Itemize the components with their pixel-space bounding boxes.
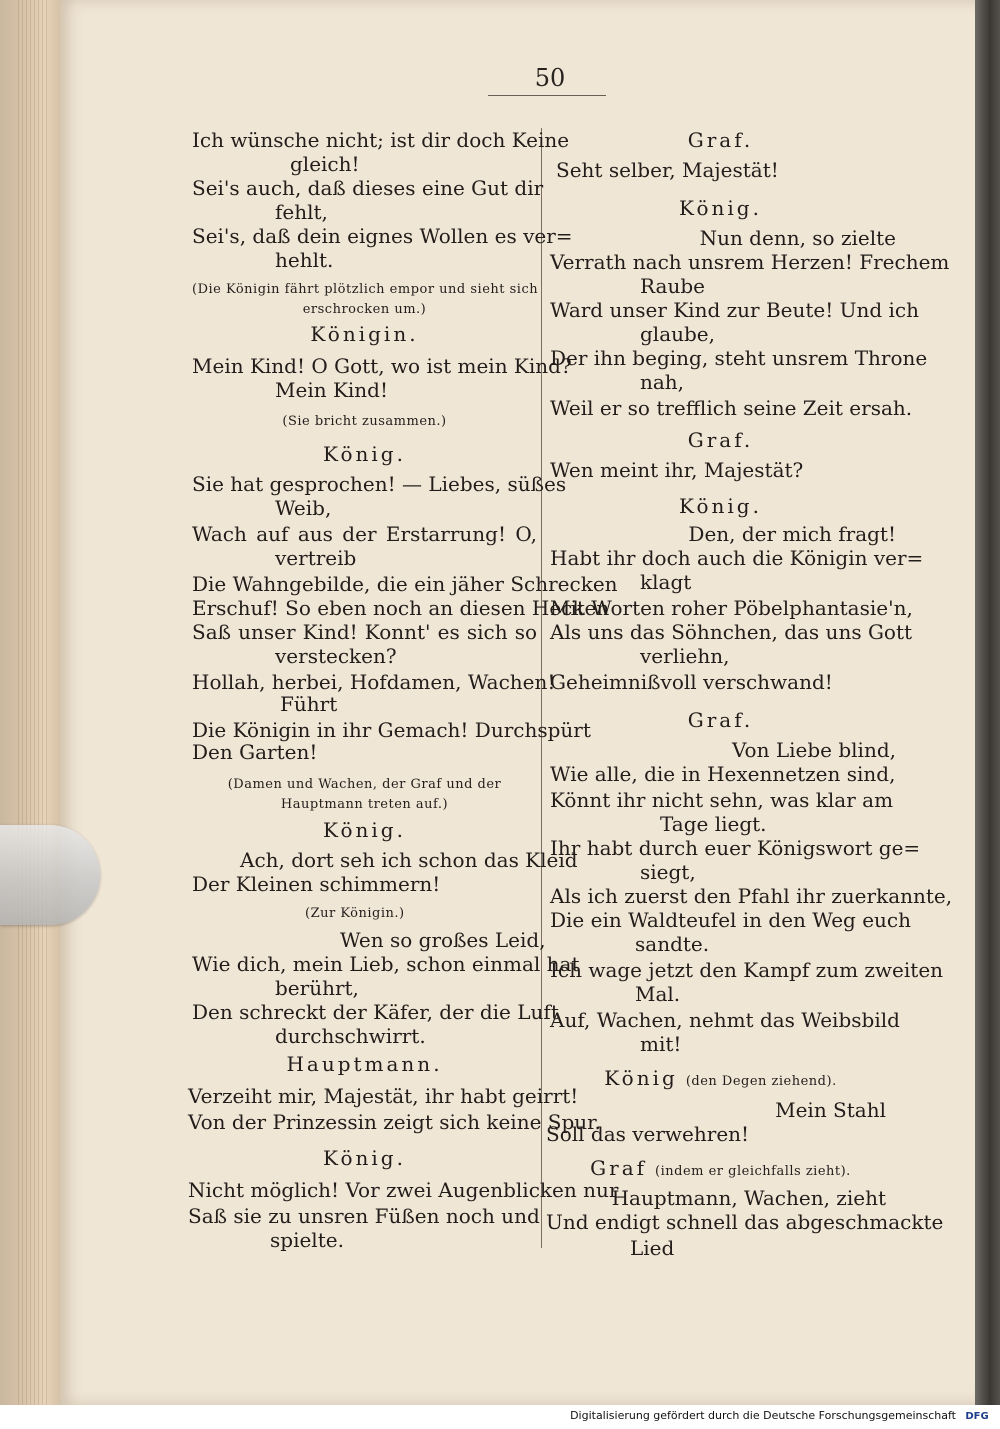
- left-column-verse-line: [240, 848, 578, 872]
- left-column-line-text: Sie hat gesprochen! — Liebes, süßes: [192, 472, 567, 496]
- right-column-line-text: Als ich zuerst den Pfahl ihr zuerkannte,: [550, 884, 953, 908]
- left-column-line-text: hehlt.: [275, 248, 334, 272]
- left-column-line-text: (Damen und Wachen, der Graf und der: [227, 777, 502, 792]
- left-column-verse-line: [192, 572, 618, 596]
- left-column-line-text: Wach auf aus der Erstarrung! O,: [192, 522, 537, 546]
- right-column-line-text: Graf.: [687, 128, 754, 152]
- left-column-verse-line: [192, 718, 591, 742]
- right-column-line-text: glaube,: [640, 322, 715, 346]
- right-column-line-text: Raube: [640, 274, 705, 298]
- right-column-verse-line: [640, 370, 684, 394]
- left-column-verse-line: [192, 596, 610, 620]
- left-column-speaker-name: [192, 442, 537, 466]
- left-column-line-text: (Sie bricht zusammen.): [282, 414, 447, 429]
- left-column-line-text: erschrocken um.): [302, 302, 427, 317]
- left-column-verse-line: [192, 128, 570, 152]
- left-column-verse-line: [192, 740, 317, 764]
- left-column-verse-line: [340, 928, 546, 952]
- right-column-verse-line: [550, 298, 920, 322]
- right-column-verse-line: [660, 812, 767, 836]
- right-column-line-text: Wen meint ihr, Majestät?: [550, 458, 804, 482]
- right-column-verse-line: [640, 274, 705, 298]
- right-column-line-text: Mein Stahl: [775, 1098, 886, 1122]
- right-column-line-text: Und endigt schnell das abgeschmackte: [546, 1210, 944, 1234]
- right-column-line-text: Ich wage jetzt den Kampf zum zweiten: [550, 958, 944, 982]
- right-column-line-text: König.: [679, 494, 762, 518]
- left-column-verse-line: [270, 1228, 344, 1252]
- left-column-verse-line: [192, 354, 572, 378]
- right-column-verse-line: [580, 1186, 886, 1210]
- left-column-line-text: Ich wünsche nicht; ist dir doch Keine: [192, 128, 570, 152]
- right-column-line-text: Verrath nach unsrem Herzen! Frechem: [550, 250, 950, 274]
- right-column-verse-line: [630, 1236, 674, 1260]
- right-column-verse-line: [550, 908, 912, 932]
- right-column-line-text: Mal.: [635, 982, 681, 1006]
- left-column-line-text: berührt,: [275, 976, 359, 1000]
- right-column-line-text: Seht selber, Majestät!: [556, 158, 779, 182]
- left-column-line-text: Wie dich, mein Lieb, schon einmal hat: [192, 952, 580, 976]
- right-column-line-text: Geheimnißvoll verschwand!: [550, 670, 833, 694]
- right-column-speaker-name: [548, 1066, 893, 1094]
- right-column-verse-line: [550, 788, 894, 812]
- left-column-line-text: König.: [323, 818, 406, 842]
- left-column-verse-line: [192, 620, 537, 644]
- left-column-verse-line: [275, 1024, 426, 1048]
- right-column-speaker-name: [548, 1156, 893, 1184]
- left-column-line-text: Mein Kind! O Gott, wo ist mein Kind?: [192, 354, 572, 378]
- left-column-speaker-name: [192, 322, 537, 346]
- left-column-line-text: Nicht möglich! Vor zwei Augenblicken nur: [188, 1178, 619, 1202]
- right-column-verse-line: [635, 932, 709, 956]
- right-column-line-text: Die ein Waldteufel in den Weg euch: [550, 908, 912, 932]
- left-column-speaker-name: [192, 1146, 537, 1170]
- right-column-verse-line: [546, 1210, 944, 1234]
- left-column-line-text: fehlt,: [275, 200, 328, 224]
- left-column-line-text: Verzeiht mir, Majestät, ihr habt geirrt!: [188, 1084, 579, 1108]
- left-column-line-text: Wen so großes Leid,: [340, 928, 546, 952]
- right-column-line-text: Weil er so trefflich seine Zeit ersah.: [550, 396, 913, 420]
- right-column-line-text: Soll das verwehren!: [546, 1122, 750, 1146]
- left-column-verse-line: [192, 872, 440, 896]
- left-column-line-text: Führt: [280, 692, 338, 716]
- left-column-line-text: (Zur Königin.): [305, 906, 405, 921]
- right-column-verse-line: [640, 570, 691, 594]
- right-column-line-text: Graf.: [687, 428, 754, 452]
- right-column-line-text: mit!: [640, 1032, 682, 1056]
- left-column-verse-line: [192, 472, 567, 496]
- right-column-line-text: Graf.: [687, 708, 754, 732]
- left-column-line-text: Hauptmann.: [286, 1052, 443, 1076]
- right-column-verse-line: [580, 522, 896, 546]
- right-column-line-text: Tage liegt.: [660, 812, 767, 836]
- left-column-line-text: Sei's, daß dein eignes Wollen es ver=: [192, 224, 573, 248]
- right-column-line-text: Ihr habt durch euer Königswort ge=: [550, 836, 921, 860]
- left-column-verse-line: [192, 224, 573, 248]
- right-column-speaker-name: [548, 708, 893, 732]
- right-column-verse-line: [580, 226, 896, 250]
- right-column-line-text: Den, der mich fragt!: [688, 522, 896, 546]
- footer-credit: Digitalisierung gefördert durch die Deutsche Forschungsgemeinschaft: [570, 1409, 956, 1422]
- left-column-line-text: spielte.: [270, 1228, 344, 1252]
- left-column-verse-line: [192, 952, 580, 976]
- right-column-verse-line: [580, 738, 896, 762]
- dfg-logo: DFG: [965, 1410, 989, 1422]
- right-column-verse-line: [550, 620, 913, 644]
- left-column-line-text: Saß sie zu unsren Füßen noch und: [188, 1204, 540, 1228]
- right-column-verse-line: [550, 958, 944, 982]
- left-column-verse-line: [275, 546, 356, 570]
- right-column-line-text: König.: [679, 196, 762, 220]
- left-column-line-text: Der Kleinen schimmern!: [192, 872, 441, 896]
- left-column-speaker-name: [192, 818, 537, 842]
- right-column-line-text: Nun denn, so zielte: [699, 226, 896, 250]
- left-column-line-text: (Die Königin fährt plötzlich empor und sieht sich: [192, 282, 539, 297]
- right-column-stage-direction: (den Degen ziehend).: [685, 1074, 837, 1089]
- left-column-line-text: Weib,: [275, 496, 332, 520]
- left-column-verse-line: [275, 378, 388, 402]
- right-column-verse-line: [640, 1032, 681, 1056]
- right-column-line-text: verliehn,: [640, 644, 730, 668]
- left-column-verse-line: [188, 1110, 601, 1134]
- left-column-stage-direction: [305, 902, 405, 926]
- left-column-verse-line: [192, 1000, 559, 1024]
- left-column-line-text: Hauptmann treten auf.): [280, 797, 449, 812]
- left-column-verse-line: [280, 692, 337, 716]
- left-column-verse-line: [275, 248, 333, 272]
- left-column-verse-line: [290, 152, 360, 176]
- right-column-line-text: Graf: [590, 1156, 648, 1180]
- right-column-verse-line: [640, 322, 715, 346]
- right-column-line-text: Habt ihr doch auch die Königin ver=: [550, 546, 924, 570]
- left-column-line-text: Den schreckt der Käfer, der die Luft: [192, 1000, 559, 1024]
- left-column-line-text: Von der Prinzessin zeigt sich keine Spur.: [188, 1110, 601, 1134]
- left-column-line-text: durchschwirrt.: [275, 1024, 426, 1048]
- left-column-line-text: vertreib: [275, 546, 357, 570]
- right-column-verse-line: [550, 596, 913, 620]
- right-column-verse-line: [635, 982, 680, 1006]
- left-column-stage-direction: [192, 298, 537, 322]
- left-column-verse-line: [192, 670, 556, 694]
- right-column-speaker-name: [548, 494, 893, 518]
- right-column-line-text: Von Liebe blind,: [731, 738, 896, 762]
- right-column-verse-line: [550, 884, 952, 908]
- right-column-line-text: Ward unser Kind zur Beute! Und ich: [550, 298, 920, 322]
- footer-bar: [0, 1405, 1000, 1429]
- left-column-line-text: König.: [323, 442, 406, 466]
- left-column-speaker-name: [192, 1052, 537, 1076]
- right-column-verse-line: [550, 670, 833, 694]
- right-column-verse-line: [550, 836, 921, 860]
- left-column-line-text: Königin.: [310, 322, 419, 346]
- left-column-line-text: Ach, dort seh ich schon das Kleid: [240, 848, 578, 872]
- right-column-verse-line: [546, 1122, 749, 1146]
- right-column-verse-line: [640, 860, 696, 884]
- left-column-verse-line: [188, 1204, 540, 1228]
- right-column-line-text: Wie alle, die in Hexennetzen sind,: [550, 762, 896, 786]
- left-column-line-text: Sei's auch, daß dieses eine Gut dir: [192, 176, 544, 200]
- left-column-stage-direction: [192, 793, 537, 817]
- left-column-line-text: König.: [323, 1146, 406, 1170]
- page-number: 50: [534, 64, 566, 92]
- left-column-line-text: Saß unser Kind! Konnt' es sich so: [192, 620, 537, 644]
- right-column-stage-direction: (indem er gleichfalls zieht).: [655, 1164, 851, 1179]
- right-column-verse-line: [550, 762, 895, 786]
- right-column-line-text: sandte.: [635, 932, 710, 956]
- right-column-line-text: klagt: [640, 570, 692, 594]
- left-column-line-text: Den Garten!: [192, 740, 318, 764]
- right-column-verse-line: [550, 250, 950, 274]
- left-column-line-text: gleich!: [290, 152, 360, 176]
- page-clip: [0, 825, 100, 925]
- right-column-line-text: Lied: [630, 1236, 675, 1260]
- page-edges: [18, 0, 48, 1405]
- right-column-line-text: Mit Worten roher Pöbelphantasie'n,: [550, 596, 913, 620]
- right-column-line-text: Auf, Wachen, nehmt das Weibsbild: [550, 1008, 900, 1032]
- right-column-verse-line: [580, 1098, 886, 1122]
- right-column-line-text: Der ihn beging, steht unsrem Throne: [550, 346, 928, 370]
- right-column-line-text: König: [604, 1066, 678, 1090]
- left-column-verse-line: [192, 522, 537, 546]
- left-column-verse-line: [275, 200, 328, 224]
- left-column-verse-line: [188, 1084, 578, 1108]
- right-column-verse-line: [550, 458, 803, 482]
- right-column-line-text: Hauptmann, Wachen, zieht: [611, 1186, 886, 1210]
- header-rule: [488, 95, 606, 96]
- left-column-verse-line: [192, 176, 544, 200]
- left-column-stage-direction: [192, 410, 537, 434]
- left-column-verse-line: [275, 644, 397, 668]
- left-column-line-text: Erschuf! So eben noch an diesen Hecken: [192, 596, 610, 620]
- right-column-speaker-name: [548, 428, 893, 452]
- right-column-speaker-name: [548, 128, 893, 152]
- right-column-verse-line: [640, 644, 729, 668]
- left-column-line-text: Hollah, herbei, Hofdamen, Wachen!: [192, 670, 556, 694]
- right-column-line-text: Könnt ihr nicht sehn, was klar am: [550, 788, 894, 812]
- right-column-verse-line: [550, 346, 928, 370]
- left-column-line-text: Mein Kind!: [275, 378, 389, 402]
- right-column-verse-line: [550, 396, 912, 420]
- right-column-line-text: nah,: [640, 370, 685, 394]
- right-column-verse-line: [550, 546, 924, 570]
- right-column-verse-line: [550, 1008, 900, 1032]
- right-column-verse-line: [556, 158, 779, 182]
- left-column-verse-line: [275, 496, 331, 520]
- left-column-line-text: Die Königin in ihr Gemach! Durchspürt: [192, 718, 591, 742]
- left-column-verse-line: [275, 976, 359, 1000]
- page-shadow-edge: [975, 0, 1000, 1405]
- right-column-speaker-name: [548, 196, 893, 220]
- right-column-line-text: siegt,: [640, 860, 696, 884]
- left-column-line-text: Die Wahngebilde, die ein jäher Schrecken: [192, 572, 618, 596]
- left-column-line-text: verstecken?: [275, 644, 397, 668]
- right-column-line-text: Als uns das Söhnchen, das uns Gott: [550, 620, 913, 644]
